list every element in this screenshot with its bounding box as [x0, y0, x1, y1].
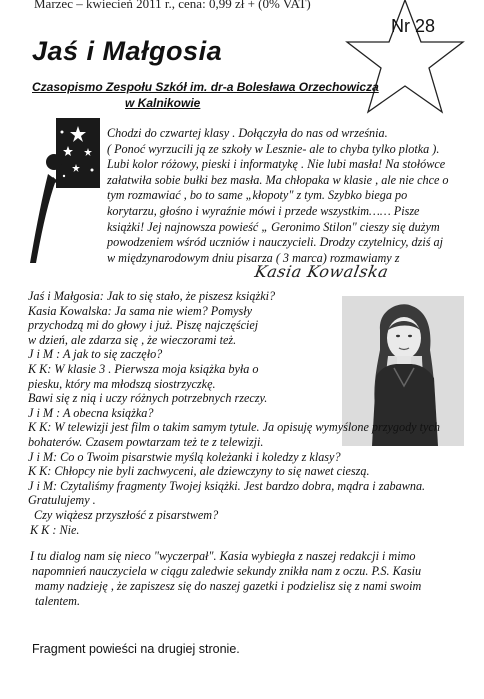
dialog-line: Czy wiążesz przyszłość z pisarstwem? — [34, 508, 219, 522]
intro-line: tym rozmawiać , bo to same „kłopoty" z tym. Szybko biega po — [107, 188, 408, 203]
intro-line: powodzeniem wśród uczniów i nauczycieli. Drodzy czytelnicy, dziś aj — [107, 235, 444, 250]
intro-line: korytarzu, głośno i wyraźnie mówi i przede wszystkim…… Pisze — [107, 204, 420, 218]
newspaper-subtitle: Czasopismo Zespołu Szkół im. dr-a Bolesława Orzechowicza — [32, 80, 379, 94]
intro-line: Lubi kolor różowy, pieski i informatykę . Nie lubi masła! Na stołówce — [107, 157, 446, 172]
closing-line: mamy nadzieję , że zapiszesz się do naszej gazetki i podzielisz się z nami swoim — [35, 579, 422, 593]
dialog-line: J i M : A jak to się zaczęło? — [28, 347, 163, 362]
intro-line: ( Ponoć wyrzucili ją ze szkoły w Lesznie- ale to chyba tylko plotka ). — [107, 141, 440, 156]
dialog-line: J i M: Czytaliśmy fragmenty Twojej książki. Jest bardzo dobra, mądra i zabawna. — [28, 478, 426, 493]
dialog-line: J i M : A obecna książka? — [28, 405, 154, 420]
intro-line: w międzynarodowym dniu pisarza ( 3 marca) rozmawiamy z — [107, 250, 400, 265]
closing-line: napomnień nauczyciela w ciągu zaledwie sekundy znikła nam z oczu. P.S. Kasiu — [32, 564, 422, 578]
dialog-line: w dzień, ale zdarza się , że wieczorami też. — [28, 332, 237, 347]
issue-date-price: Marzec – kwiecień 2011 r., cena: 0,99 zł + (0% VAT) — [34, 0, 311, 11]
newspaper-title: Jaś i Małgosia — [32, 36, 223, 66]
dialog-line: Bawi się z nią i uczy różnych potrzebnych rzeczy. — [28, 391, 268, 406]
dialog-line: Kasia Kowalska: Ja sama nie wiem? Pomysły — [28, 303, 253, 318]
dialog-line: K K: Chłopcy nie byli zachwyceni, ale dziewczyny to się nawet cieszą. — [28, 464, 370, 479]
decorative-figure-with-stars-icon — [18, 118, 100, 268]
interviewee-name-signature: Kasia Kowalska — [253, 262, 391, 281]
dialog-line: K K: W klasie 3 . Pierwsza moja książka była o — [28, 362, 259, 376]
closing-line: I tu dialog nam się nieco "wyczerpał". Kasia wybiegła z naszej redakcji i mimo — [30, 549, 416, 563]
intro-line: książki! Jej najnowsza powieść „ Geronimo Stilon" cieszy się dużym — [107, 219, 440, 234]
issue-number: Nr 28 — [391, 16, 436, 36]
newspaper-subtitle-location: w Kalnikowie — [125, 96, 201, 110]
intro-line: Chodzi do czwartej klasy . Dołączyła do nas od września. — [107, 126, 388, 140]
dialog-line: bohaterów. Czasem powtarzam też te z telewizji. — [28, 435, 264, 449]
dialog-line: K K: W telewizji jest film o takim samym tytule. Ja opisuję wymyślone przygody tych — [28, 420, 440, 435]
fragment-note: Fragment powieści na drugiej stronie. — [32, 642, 240, 656]
dialog-line: K K : Nie. — [30, 522, 80, 537]
closing-line: talentem. — [35, 594, 81, 608]
dialog-line: przychodzą mi do głowy i już. Piszę najczęściej — [28, 318, 259, 333]
dialog-line: J i M: Co o Twoim pisarstwie myślą koleżanki i koledzy z klasy? — [28, 449, 341, 464]
intro-line: załatwiła sobie bułki bez masła. Ma chłopaka w klasie , ale nie chce o — [107, 172, 449, 187]
dialog-line: Jaś i Małgosia: Jak to się stało, że piszesz książki? — [28, 289, 276, 303]
dialog-line: Gratulujemy . — [28, 493, 96, 508]
dialog-line: piesku, który ma młodszą siostrzyczkę. — [28, 376, 216, 391]
